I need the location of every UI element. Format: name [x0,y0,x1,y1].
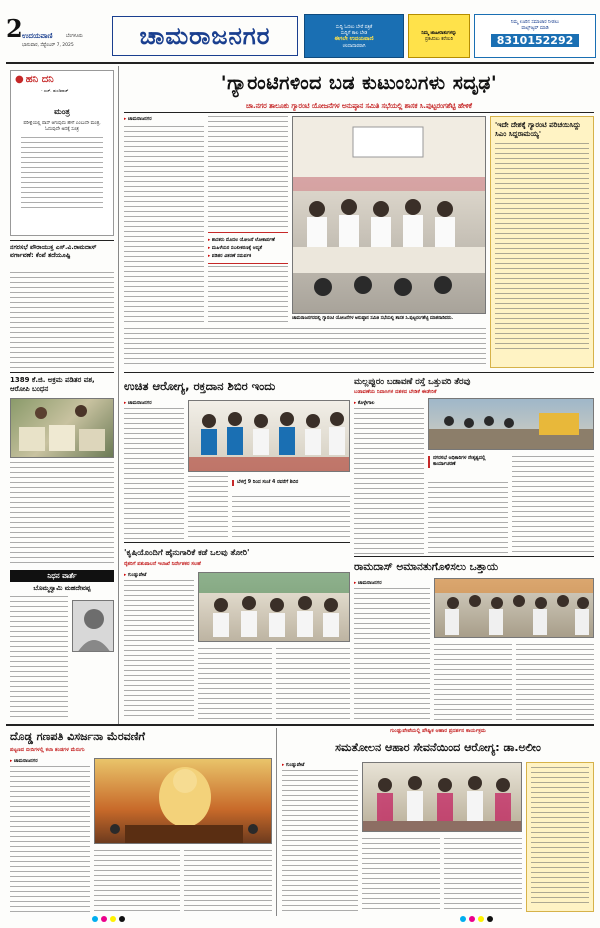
health-highlight: ಬೆಳಗ್ಗೆ 9 ರಿಂದ ಸಂಜೆ 4 ರವರೆಗೆ ಶಿಬಿರ [232,480,322,486]
divider [124,542,350,543]
print-registration-marks [92,916,132,922]
city-name: ಬೆಂಗಳೂರು [66,34,83,39]
lead-headline: 'ಗ್ಯಾರಂಟಿಗಳಿಂದ ಬಡ ಕುಟುಂಬಗಳು ಸದೃಢ' [220,72,498,94]
story-ration-headline: 1389 ಕೆ.ಜಿ. ಅಕ್ರಮ ಪಡಿತರ ವಶ, ಆರೋಪಿ ಬಂಧನ [10,376,95,393]
road-highlight: ನಗರಸಭೆ ಅಧಿಕಾರಿಗಳ ನೇತೃತ್ವದಲ್ಲಿ ಕಾರ್ಯಾಚರಣೆ [428,456,508,468]
road-body-col3 [512,456,594,554]
lead-sidebox: 'ಇದೇ ದೇಶಕ್ಕೆ ಗ್ಯಾರಂಟಿ ಪರಿಚಯಿಸಿದ್ದು ಸಿಎಂ ಸಿದ್ದರಾಮಯ್ಯ' [490,116,594,368]
column-divider [276,728,277,916]
poem-title: ಮಂತ್ರ [54,107,70,116]
hani-dani-column: ● ಹನಿ ದನಿ - ಎಚ್. ಡುಂಡಿರಾಜ್ ಮಂತ್ರ ಪರೀಕ್ಷೆಯಲ್ಲಿ ಪಾಸ್ ಆಗುವುದು ಹೇಗೆ ಎಂಬುದೇ ಮಂತ್ರ, ಓದುವುದೇ ಅದಕ್ಕೆ ಸೂತ್ರ [10,70,114,236]
road-headline: ಮಲ್ಲಪ್ಪುರಂ ಬಡಾವಣೆ ರಸ್ತೆ ಒತ್ತುವರಿ ತೆರವು [354,375,471,386]
ramadas-headline: ರಾಮದಾಸ್ ಅಮಾನತುಗೊಳಿಸಲು ಒತ್ತಾಯ [354,560,499,573]
classified-ad: ನಿಮ್ಮ ಜಾಹೀರಾತುಗಳನ್ನು ಪ್ರಕಟಿಸಲು ಕರೆಯಿರಿ [408,14,470,58]
print-registration-marks [460,916,500,922]
nutrition-headline: ಸಮತೋಲನ ಆಹಾರ ಸೇವನೆಯಿಂದ ಆರೋಗ್ಯ: ಡಾ.ಅಲೀಂ [335,741,541,754]
obituary-photo [72,600,114,652]
ramadas-protest-photo [434,578,594,638]
ganesha-body-col3 [184,850,272,912]
ganesha-body-col2 [94,850,180,912]
divider [354,556,594,557]
column-divider [118,66,119,724]
ganesha-procession-photo [94,758,272,844]
story-ration-body [10,462,114,566]
ration-seizure-photo [10,398,114,458]
farm-body-col1 [124,580,194,720]
obituary-body [10,596,68,720]
story-transfer-body [10,272,114,368]
farm-event-photo [198,572,350,642]
farm-dateline: ▸ ಗುಂಡ್ಲುಪೇಟೆ [124,572,194,578]
lead-dateline: ▸ ಚಾಮರಾಜನಗರ [124,116,204,122]
nutrition-sidebox [526,762,594,912]
health-camp-photo [188,400,350,472]
nutrition-kicker: ಗುಂಡ್ಲುಪೇಟೆಯಲ್ಲಿ ಪೌಷ್ಟಿಕ ಆಹಾರ ಪ್ರದರ್ಶನ ಕಾರ್ಯಕ್ರಮ [390,728,486,734]
ramadas-body-col2 [434,644,512,720]
lead-highlights: ▸ ಶಾಸಕರು ಮೊದಲ ಯೋಜನೆ ಲೋಕಾರ್ಪಣೆ ▸ ಮಹಿಳೆಯರ ಸಬಲೀಕರಣಕ್ಕೆ ಆದ್ಯತೆ ▸ ಪಡಿತರ ವಿತರಣೆ ಸಮರ್ಪಕ [208,232,288,264]
divider [10,372,114,373]
ramadas-body-col1 [354,588,430,720]
road-body-col2 [428,482,508,554]
obituary-label: ನಿಧನ ವಾರ್ತೆ [10,570,114,582]
nutrition-event-photo [362,762,522,832]
farm-body-col3 [276,648,350,720]
ganesha-dateline: ▸ ಚಾಮರಾಜನಗರ [10,758,90,764]
ramadas-dateline: ▸ ಚಾಮರಾಜನಗರ [354,580,430,586]
road-body-col1 [354,408,424,554]
bottom-rule [6,724,594,726]
health-body-col3 [232,496,350,540]
ganesha-subhead: ಪಟ್ಟಣದ ಬೀದಿಗಳಲ್ಲಿ ಕಲಾ ತಂಡಗಳ ಮೆರುಗು [10,747,85,753]
obituary-name: ಬೊಮ್ಮಸ್ವಾಮಿ ಮಹದೇವಪ್ಪ [33,584,91,592]
lead-body-col1 [124,126,204,324]
lead-body-bottom [124,328,486,366]
nutrition-body-col3 [444,838,522,912]
ganesha-headline: ದೊಡ್ಡ ಗಣಪತಿ ವಿಸರ್ಜನಾ ಮೆರವಣಿಗೆ [10,730,145,743]
farm-body-col2 [198,648,272,720]
nutrition-body-col1 [282,770,358,912]
section-masthead: ಚಾಮರಾಜನಗರ [112,16,298,56]
page-number: 2 [6,14,23,43]
divider [124,112,594,113]
whatsapp-ad: ನಿಮ್ಮ ಊರಿನ ಸಮಾಚಾರ ನೀಡಲು ವಾಟ್ಸ್ಆ್ಯಪ್ ಮಾಡಿ 8310152292 [474,14,596,58]
health-body-col1 [124,408,184,540]
road-subhead: ಬಡಾವಣೆಯ ನಿವಾಸಿಗಳ ದಶಕದ ಬೇಡಿಕೆ ಈಡೇರಿಕೆ [354,389,437,395]
drop-icon: ● [15,74,24,85]
lead-photo-caption: ಚಾಮರಾಜನಗರದಲ್ಲಿ ಗ್ಯಾರಂಟಿ ಯೋಜನೆಗಳ ಅನುಷ್ಠಾನ ಸಮಿತಿ ಸಭೆಯಲ್ಲಿ ಶಾಸಕ ಸಿ.ಪುಟ್ಟರಂಗಶೆಟ್ಟಿ ಮಾತನಾಡಿದರು. [292,316,454,321]
lead-meeting-photo [292,116,486,314]
masthead-rule [6,62,594,64]
health-body-col2 [188,476,228,540]
story-transfer-headline: ನಗರಸಭೆ ಪೌರಾಯುಕ್ತ ಎಸ್.ವಿ.ರಾಮದಾಸ್ ವರ್ಗಾವಣೆ: ಕೆಂಪೆ ತದೆಯೂಷ್ಟಿ [10,244,97,259]
subscription-ad: ಸುದ್ದಿ ಓದಲು ಬೇರೆ ಪತ್ರಿಕೆ ಸುದ್ದಿಗೆ ಕಾಲ ಬೇಡ ಈಗಲೇ ಉದಯವಾಣಿ ಚಂದಾದಾರರಾಗಿ [304,14,404,58]
poem-text: ಪರೀಕ್ಷೆಯಲ್ಲಿ ಪಾಸ್ ಆಗುವುದು ಹೇಗೆ ಎಂಬುದೇ ಮಂತ್ರ, ಓದುವುದೇ ಅದಕ್ಕೆ ಸೂತ್ರ [23,121,101,132]
lead-subhead: ಚಾ.ನಗರ ತಾಲೂಕು ಗ್ಯಾರಂಟಿ ಯೋಜನೆಗಳ ಅನುಷ್ಠಾನ ಸಮಿತಿ ಸಭೆಯಲ್ಲಿ ಶಾಸಕ ಸಿ.ಪುಟ್ಟರಂಗಶೆಟ್ಟಿ ಹೇಳಿಕೆ [245,102,472,110]
ganesha-body-col1 [10,766,90,912]
farm-subhead: ರೈತರಿಗೆ ಪಶುಪಾಲನೆ ಇಲಾಖೆ ನಿರ್ದೇಶಕರ ಸಲಹೆ [124,561,201,567]
lead-body-col2 [208,116,288,228]
health-headline: ಉಚಿತ ಆರೋಗ್ಯ, ರಕ್ತದಾನ ಶಿಬಿರ ಇಂದು [124,378,276,393]
divider [124,372,594,373]
nutrition-body-col2 [362,838,440,912]
lead-body-col2b [208,266,288,324]
road-dateline: ▸ ಕೊಳ್ಳೇಗಾಲ [354,400,424,406]
farm-headline: 'ಕೃಷಿಯೊಂದಿಗೆ ಹೈನುಗಾರಿಕೆ ಕಡೆ ಒಲವು ತೋರಿ' [124,546,250,557]
road-clearance-photo [428,398,594,450]
issue-date: ಭಾನುವಾರ, ಸೆಪ್ಟೆಂಬರ್ 7, 2025 [22,43,74,48]
nutrition-dateline: ▸ ಗುಂಡ್ಲುಪೇಟೆ [282,762,358,768]
paper-name: ಉದಯವಾಣಿ [22,32,53,40]
health-dateline: ▸ ಚಾಮರಾಜನಗರ [124,400,184,406]
phone-number: 8310152292 [491,34,579,47]
ramadas-body-col3 [516,644,594,720]
divider [10,240,114,241]
